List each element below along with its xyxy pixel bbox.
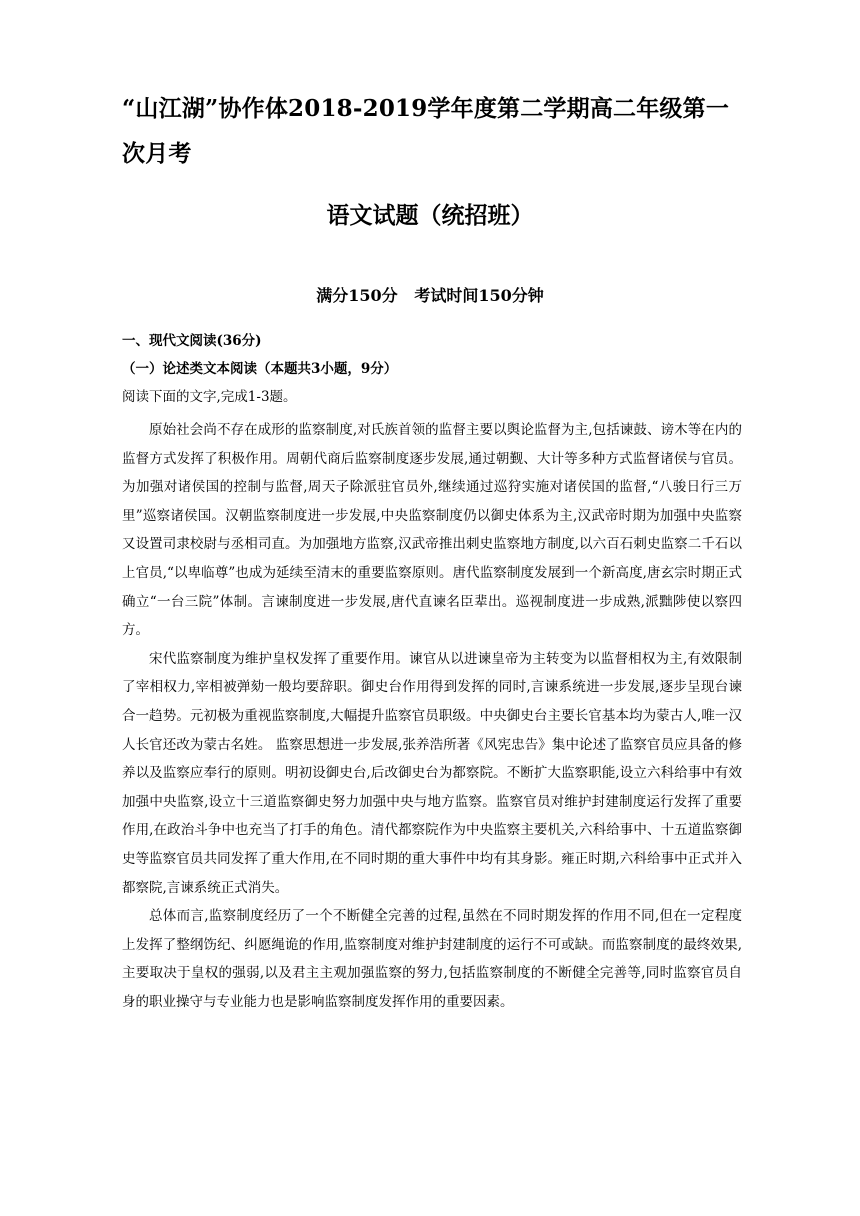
reading-instruction: 阅读下面的文字,完成1-3题。 bbox=[122, 389, 297, 405]
passage-paragraph-3: 总体而言,监察制度经历了一个不断健全完善的过程,虽然在不同时期发挥的作用不同,但在一定程度上发挥了整纲饬纪、纠愿绳诡的作用,监察制度对维护封建制度的运行不可或缺。而监察制度的最终效果,主要取决于皇权的强弱,以及君主主观加强监察的努力,包括监察制度的不断健全完善等,同时监察官员自身的职业操守与专业能力也是影响监察制度发挥作用的重要因素。 bbox=[122, 908, 742, 1010]
reading-passage bbox=[122, 416, 742, 1016]
passage-paragraph-1: 原始社会尚不存在成形的监察制度,对氏族首领的监督主要以舆论监督为主,包括谏鼓、谤木等在内的监督方式发挥了积极作用。周朝代商后监察制度逐步发展,通过朝觐、大计等多种方式监督诸侯与官员。为加强对诸侯国的控制与监督,周天子除派驻官员外,继续通过巡狩实施对诸侯国的监督,“八骏日行三万里”巡察诸侯国。汉朝监察制度进一步发展,中央监察制度仍以御史体系为主,汉武帝时期为加强中央监察又设置司隶校尉与丞相司直。为加强地方监察,汉武帝推出刺史监察地方制度,以六百石刺史监察二千石以上官员,“以卑临尊”也成为延续至清末的重要监察原则。唐代监察制度发展到一个新高度,唐玄宗时期正式确立“一台三院”体制。言谏制度进一步发展,唐代直谏名臣辈出。巡视制度进一步成熟,派黜陟使以察四方。 bbox=[122, 422, 742, 639]
passage-paragraph-2: 宋代监察制度为维护皇权发挥了重要作用。谏官从以进谏皇帝为主转变为以监督相权为主,有效限制了宰相权力,宰相被弹劾一般均要辞职。御史台作用得到发挥的同时,言谏系统进一步发展,逐步呈现台谏合一趋势。元初极为重视监察制度,大幅提升监察官员职级。中央御史台主要长官基本均为蒙古人,唯一汉人长官还改为蒙古名姓。 监察思想进一步发展,张养浩所著《风宪忠告》集中论述了监察官员应具备的修养以及监察应奉行的原则。明初设御史台,后改御史台为都察院。不断扩大监察职能,设立六科给事中有效加强中央监察,设立十三道监察御史努力加强中央与地方监察。监察官员对维护封建制度运行发挥了重要作用,在政治斗争中也充当了打手的角色。清代都察院作为中央监察主要机关,六科给事中、十五道监察御史等监察官员共同发挥了重大作用,在不同时期的重大事件中均有其身影。雍正时期,六科给事中正式并入都察院,言谏系统正式消失。 bbox=[122, 650, 742, 896]
section-heading-argumentative-reading: （一）论述类文本阅读（本题共3小题，9分） bbox=[122, 361, 398, 377]
exam-title: “山江湖”协作体2018-2019学年度第二学期高二年级第一次月考 bbox=[122, 95, 730, 167]
exam-score-time: 满分150分 考试时间150分钟 bbox=[316, 286, 544, 305]
exam-subtitle: 语文试题（统招班） bbox=[326, 202, 534, 229]
section-heading-modern-reading: 一、现代文阅读(36分) bbox=[122, 333, 262, 349]
